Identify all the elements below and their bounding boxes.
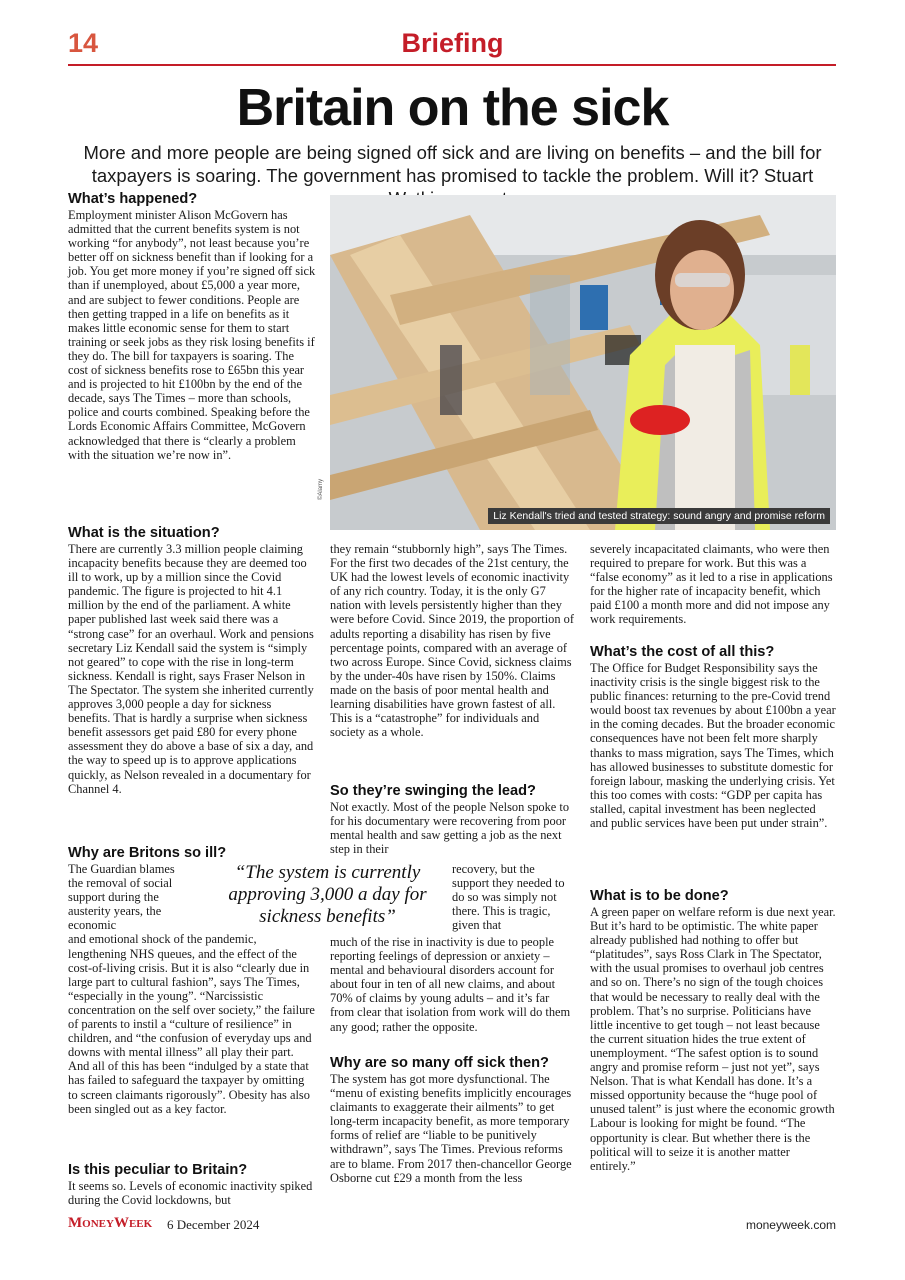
section-cost bbox=[590, 644, 836, 830]
section-body-rest: much of the rise in inactivity is due to people reporting feelings of depression or anxiety – mental and behavioural disorders account for about four in ten of all new claims, and about 70% of claims by young adults – and it’s far from clear that isolation from work will do them any good; rather the opposite. bbox=[330, 935, 571, 1034]
section-many-off bbox=[330, 1055, 575, 1185]
section-body: There are currently 3.3 million people claiming incapacity benefits because they are deemed too ill to work, up by a million since the Covid pandemic. The figure is projected to hit 4.1 million by the end of the parliament. A white paper published last week said there was a “strong case” for an overhaul. Work and pensions secretary Liz Kendall said the system is “simply not geared” to cope with the rise in long-term sickness. Kendall is right, says Fraser Nelson in The Spectator. The system she inherited currently approves 3,000 people a day for sickness benefits. That is hardly a surprise when sickness benefit assessors get paid £80 for every phone assessment they do above a base of six a day, and the way to speed up is to approve applications quickly, as Nelson revealed in a documentary for Channel 4. bbox=[68, 542, 314, 796]
photo-illustration bbox=[330, 195, 836, 530]
headline: Britain on the sick bbox=[236, 79, 669, 137]
section-label: Briefing bbox=[401, 28, 504, 58]
standfirst: More and more people are being signed off sick and are living on benefits – and the bill for taxpayers is soaring. The government has promised to tackle the problem. Will it? Stuart bbox=[83, 142, 822, 186]
section-body-narrow: The Guardian blames the removal of social support during the austerity years, the economic bbox=[68, 862, 175, 933]
section-heading: What is to be done? bbox=[590, 888, 729, 904]
article-photo bbox=[330, 195, 836, 530]
footer-date: 6 December 2024 bbox=[167, 1217, 260, 1232]
section-heading: Why are Britons so ill? bbox=[68, 845, 227, 861]
section-heading: Why are so many off sick then? bbox=[330, 1055, 549, 1071]
page-number: 14 bbox=[68, 28, 99, 58]
section-swinging-rest bbox=[330, 935, 575, 1034]
column-2-top bbox=[330, 542, 575, 739]
section-body: It seems so. Levels of economic inactivity spiked during the Covid lockdowns, but bbox=[68, 1179, 313, 1208]
photo-credit: ©Alamy bbox=[318, 478, 324, 500]
section-body: they remain “stubbornly high”, says The Times. For the first two decades of the 21st century, the UK had the lowest levels of economic inactivity of any rich country. Today, it is the only G7 nation with levels persistently higher than they were before Covid. Since 2019, the proportion of adults reporting a disability has risen by five percentage points, compared with an average of two across Europe. Since Covid, sickness claims by the under-40s have risen by 150%. Claims made on the basis of poor mental health and learning disabilities have grown fastest of all. This is a “catastrophe” for individuals and society as a whole. bbox=[330, 542, 574, 740]
section-heading: What’s happened? bbox=[68, 191, 198, 207]
pull-quote: “The system is currently approving 3,000 a day for sickness benefits” bbox=[228, 862, 427, 927]
photo-caption: Liz Kendall's tried and tested strategy: sound angry and promise reform bbox=[488, 508, 830, 524]
section-body: severely incapacitated claimants, who were then required to prepare for work. But this was a “false economy” as it led to a rise in applications for the higher rate of incapacity benefit, which paid £100 a month more and did not impose any work requirements. bbox=[590, 542, 833, 627]
section-swinging-narrow bbox=[452, 862, 575, 932]
section-heading: Is this peculiar to Britain? bbox=[68, 1162, 248, 1178]
section-body: The Office for Budget Responsibility says the inactivity crisis is the single biggest risk to the public finances: returning to the pre-Covid trend would boost tax revenues by about £100bn a year in the coming decades. But the broader economic consequences have not been felt more sharply thanks to mass migration, says The Times, which has allowed businesses to substitute domestic for foreign labour, masking the underlying crisis. Yet this too comes with costs: “GDP per capita has stalled, capital investment has been neglected and public services have been put under strain”. bbox=[590, 661, 836, 831]
section-situation bbox=[68, 525, 316, 796]
footer-brand-logo: MoneyWeek bbox=[68, 1215, 153, 1231]
section-body: Employment minister Alison McGovern has admitted that the current benefits system is not working “for anybody”, not least because you’re better off on sickness benefit than if looking for a job. You get more money if you’re signed off sick than if unemployed, about £5,000 a year more, and are subject to fewer conditions. People are then getting trapped in a life on benefits as it makes little economic sense for them to start training or seek jobs as they risk losing benefits if they do. The bill for taxpayers is soaring. The cost of sickness benefits rose to £65bn this year and is projected to hit £100bn by the end of the decade, says The Times – more than schools, police and courts combined. Speaking before the Lords Economic Affairs Committee, McGovern acknowledged that there is “clearly a problem with the situation we’re now in”. bbox=[68, 208, 316, 462]
header-divider bbox=[68, 64, 836, 66]
footer-url[interactable]: moneyweek.com bbox=[745, 1218, 836, 1232]
section-whats-happened bbox=[68, 191, 316, 462]
section-heading: What is the situation? bbox=[68, 525, 220, 541]
section-body: The system has got more dysfunctional. The “menu of existing benefits implicitly encourages claimants to exaggerate their ailments” to get long-term incapacity benefit, as more temporary forms of relief are “liable to be punitively withdrawn”, says The Times. Previous reforms are to blame. From 2017 then-chancellor George Osborne cut £29 a month from the less bbox=[330, 1072, 572, 1185]
section-heading: What’s the cost of all this? bbox=[590, 644, 775, 660]
column-3-top bbox=[590, 542, 836, 627]
section-body: A green paper on welfare reform is due next year. But it’s hard to be optimistic. The white paper already published had nothing to offer but “platitudes”, says Ross Clark in The Spectator, with the usual promises to overhaul job centres and so on. There’s no sign of the tough choices that would be necessary to really deal with the problem. That’s no surprise. Politicians have little incentive to get tough – not least because the current situation hides the true extent of unemployment. “The safest option is to sound angry and promise reform – just not yet”, says Nelson. That is what Kendall has done. It’s a missed opportunity because the “huge pool of unused talent” is just where the economic growth Labour is looking for might be found. “The opportunity is clear. But whether there is the political will to seize it is another matter entirely.” bbox=[590, 905, 836, 1173]
section-body: and emotional shock of the pandemic, lengthening NHS queues, and the effect of the cost-of-living crisis. But it is also “clearly due in large part to cultural fashion”, says The Times, “especially in the young”. “Narcissistic concentration on the self over society,” the failure of parents to instil a “culture of resilience” in children, and “the confusion of everyday ups and downs with mental illness” all play their part. And all of this has been “indulged by a state that has failed to safeguard the taxpayer by omitting to screen claimants rigorously”. Obesity has also been singled out as a key factor. bbox=[68, 932, 315, 1116]
section-body-narrow: recovery, but the support they needed to do so was simply not there. This is tragic, given that bbox=[452, 862, 565, 933]
section-swinging bbox=[330, 783, 575, 856]
section-body: Not exactly. Most of the people Nelson spoke to for his documentary were recovering from poor mental health and saw getting a job as the next step in their bbox=[330, 800, 570, 857]
section-heading: So they’re swinging the lead? bbox=[330, 783, 536, 799]
section-to-be-done bbox=[590, 888, 836, 1173]
section-peculiar bbox=[68, 1162, 316, 1207]
